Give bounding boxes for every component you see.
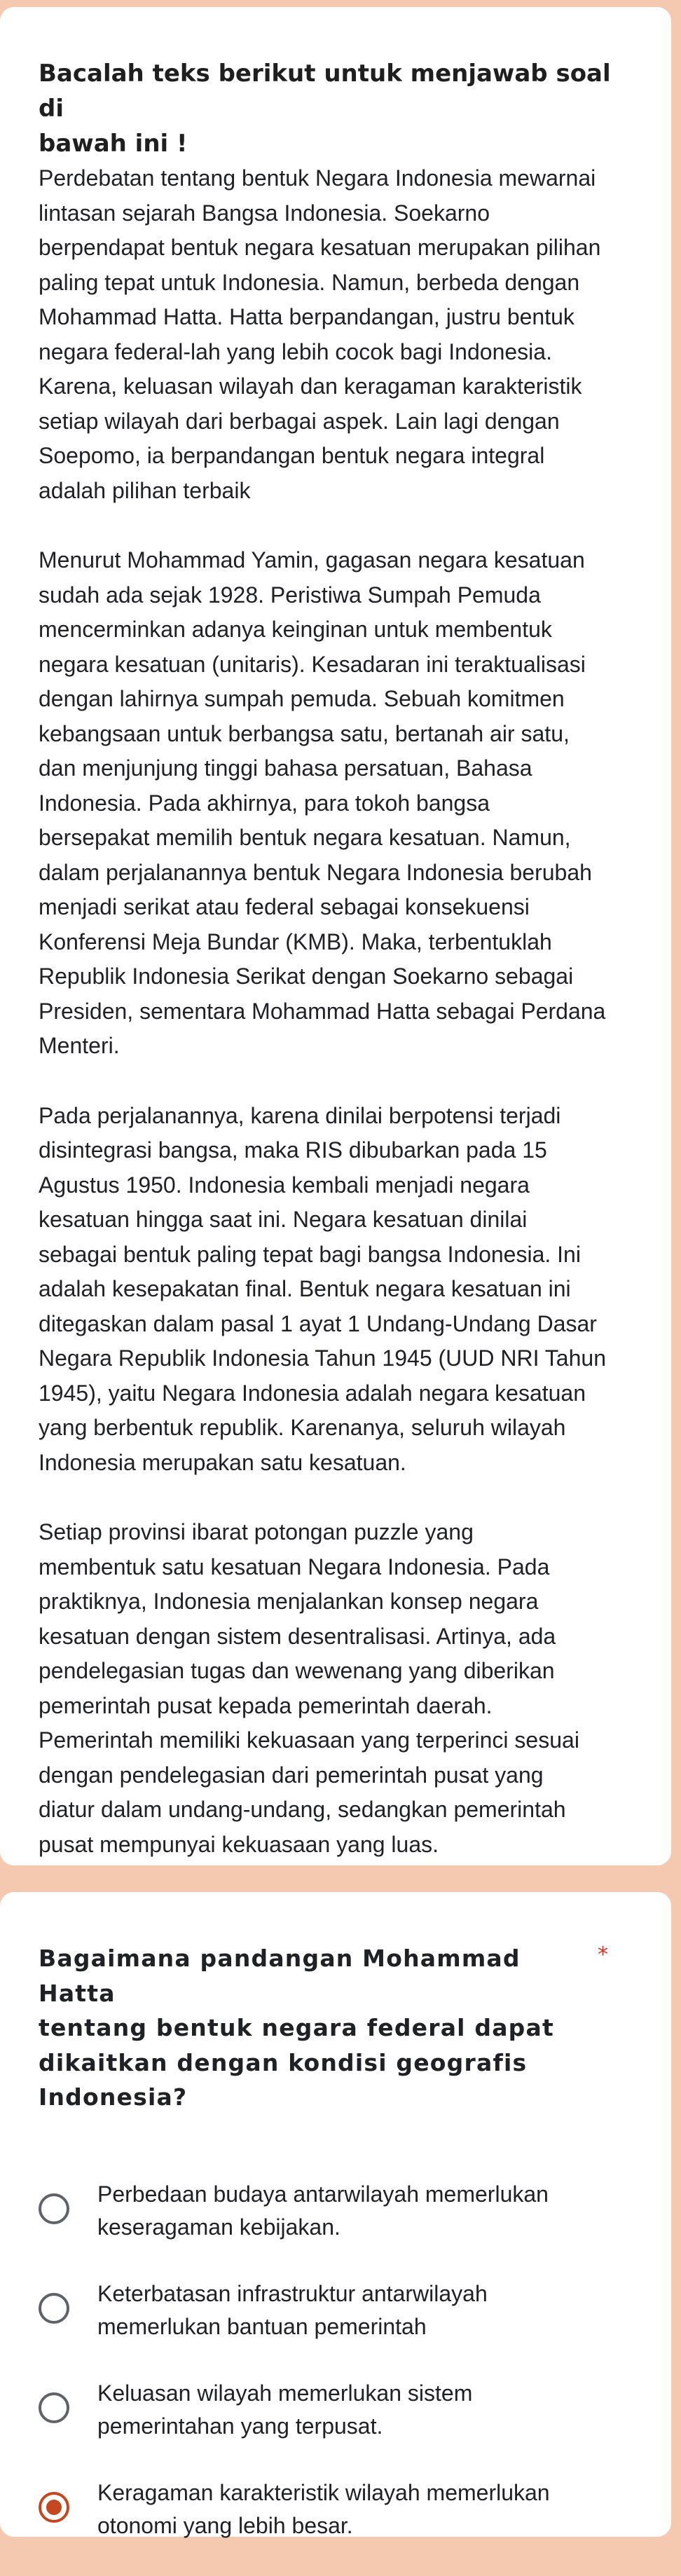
radio-button-selected-icon[interactable] [39,2492,69,2523]
answer-option-3[interactable] [39,2377,636,2476]
answer-option-label[interactable]: Perbedaan budaya antarwilayah memerlukan keseragaman kebijakan. [97,2181,549,2240]
passage-paragraph-4: Setiap provinsi ibarat potongan puzzle yang membentuk satu kesatuan Negara Indonesia. Pada praktiknya, Indonesia menjalankan konsep negara kesatuan dengan sistem desentralisasi. Artinya, ada pendelegasian tugas dan wewenang yang diberikan pemerintah pusat kepada pemerintah daerah. Pemerintah memiliki kekuasaan yang terperinci sesuai dengan pendelegasian dari pemerintah pusat yang diatur dalam undang-undang, sedangkan pemerintah pusat mempunyai kekuasaan yang luas. [39,1519,579,1857]
answer-option-label[interactable]: Keragaman karakteristik wilayah memerlukan otonomi yang lebih besar. [97,2479,550,2538]
question-title: Bagaimana pandangan Mohammad Hatta tentang bentuk negara federal dapat dikaitkan dengan kondisi geografis Indonesia? [39,1945,554,2111]
passage-paragraph-1: Perdebatan tentang bentuk Negara Indonesia mewarnai lintasan sejarah Bangsa Indonesia. Soekarno berpendapat bentuk negara kesatuan merupakan pilihan paling tepat untuk Indonesia. Namun, berbeda dengan Mohammad Hatta. Hatta berpandangan, justru bentuk negara federal-lah yang lebih cocok bagi Indonesia. Karena, keluasan wilayah dan keragaman karakteristik setiap wilayah dari berbagai aspek. Lain lagi dengan Soepomo, ia berpandangan bentuk negara integral adalah pilihan terbaik [39,165,601,503]
radio-button-icon[interactable] [39,2193,69,2224]
passage-paragraph-2: Menurut Mohammad Yamin, gagasan negara kesatuan sudah ada sejak 1928. Peristiwa Sumpah Pemuda mencerminkan adanya keinginan untuk membentuk negara kesatuan (unitaris). Kesadaran ini teraktualisasi dengan lahirnya sumpah pemuda. Sebuah komitmen kebangsaan untuk berbangsa satu, bertanah air satu, dan menjunjung tinggi bahasa persatuan, Bahasa Indonesia. Pada akhirnya, para tokoh bangsa bersepakat memilih bentuk negara kesatuan. Namun, dalam perjalanannya bentuk Negara Indonesia berubah menjadi serikat atau federal sebagai konsekuensi Konferensi Meja Bundar (KMB). Maka, terbentuklah Republik Indonesia Serikat dengan Soekarno sebagai Presiden, sementara Mohammad Hatta sebagai Perdana Menteri. [39,547,606,1058]
question-header [39,1941,636,2115]
paragraph-spacer [39,1064,636,1099]
answer-option-label[interactable]: Keluasan wilayah memerlukan sistem pemerintahan yang terpusat. [97,2380,473,2439]
answer-option-1[interactable] [39,2178,636,2277]
passage-paragraph-3: Pada perjalanannya, karena dinilai berpotensi terjadi disintegrasi bangsa, maka RIS dibubarkan pada 15 Agustus 1950. Indonesia kembali menjadi negara kesatuan hingga saat ini. Negara kesatuan dinilai sebagai bentuk paling tepat bagi bangsa Indonesia. Ini adalah kesepakatan final. Bentuk negara kesatuan ini ditegaskan dalam pasal 1 ayat 1 Undang-Undang Dasar Negara Republik Indonesia Tahun 1945 (UUD NRI Tahun 1945), yaitu Negara Indonesia adalah negara kesatuan yang berbentuk republik. Karenanya, seluruh wilayah Indonesia merupakan satu kesatuan. [39,1102,606,1475]
answer-option-2[interactable] [39,2277,636,2377]
answer-option-label[interactable]: Keterbatasan infrastruktur antarwilayah memerlukan bantuan pemerintah [97,2280,488,2339]
paragraph-spacer [39,508,636,543]
passage-heading: Bacalah teks berikut untuk menjawab soal di bawah ini ! [39,60,611,158]
passage-card [0,7,671,1865]
radio-button-icon[interactable] [39,2392,69,2423]
answer-option-4[interactable] [39,2476,636,2576]
required-marker: * [598,1943,608,1967]
radio-button-icon[interactable] [39,2293,69,2324]
answer-options [39,2178,636,2576]
question-card [0,1892,671,2537]
paragraph-spacer [39,1480,636,1515]
